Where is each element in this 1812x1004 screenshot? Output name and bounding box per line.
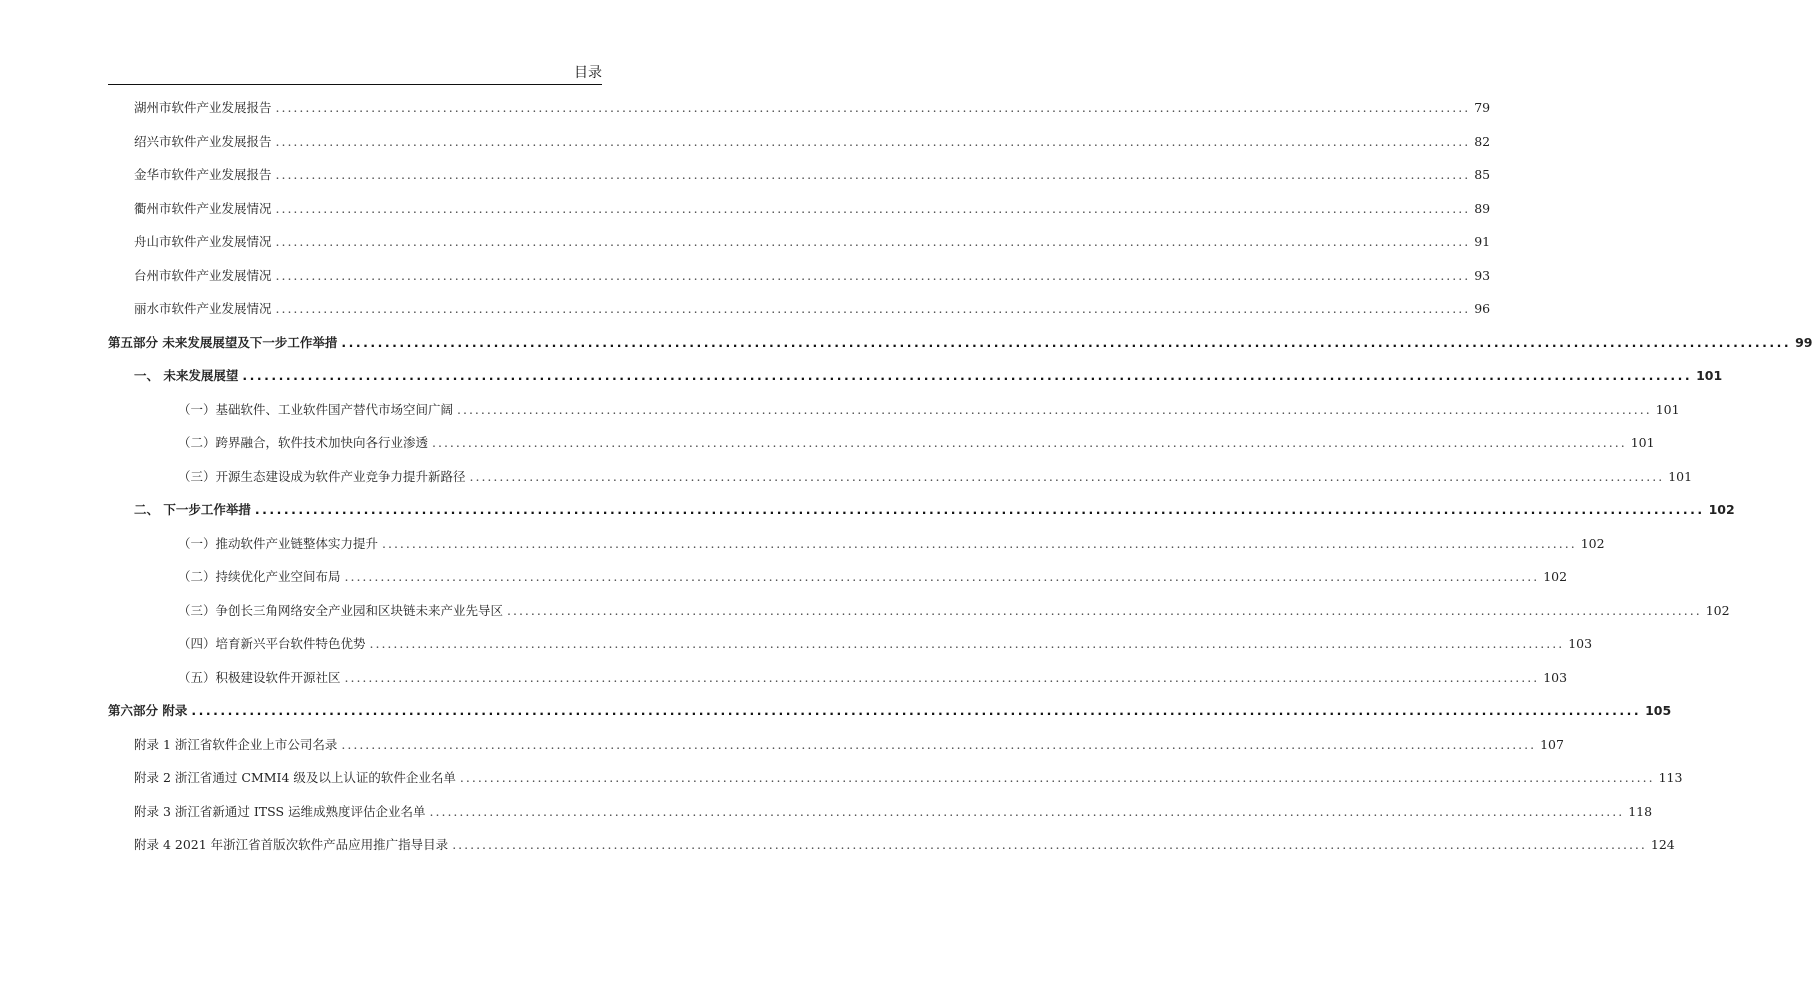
toc-entry[interactable] bbox=[134, 736, 1564, 753]
toc-dot-leader: ........................................................................................................................................................................................................ bbox=[369, 636, 1565, 651]
toc-entry-page-number: 105 bbox=[1645, 703, 1672, 718]
toc-entry-title: 附录 1 浙江省软件企业上市公司名录 bbox=[134, 736, 338, 752]
toc-entry-page-number: 102 bbox=[1705, 602, 1730, 618]
toc-dot-leader: ........................................................................................................................................................................................................ bbox=[507, 602, 1702, 618]
toc-entry-page-number: 113 bbox=[1658, 770, 1683, 785]
toc-entry[interactable] bbox=[178, 468, 1693, 485]
toc-entry-title: （一）推动软件产业链整体实力提升 bbox=[178, 535, 379, 551]
toc-entry-page-number: 103 bbox=[1568, 636, 1593, 651]
toc-entry-page-number: 85 bbox=[1474, 167, 1491, 182]
toc-entry-page-number: 118 bbox=[1628, 803, 1653, 819]
toc-entry[interactable] bbox=[134, 234, 1491, 250]
toc-entry-title: （一）基础软件、工业软件国产替代市场空间广阔 bbox=[178, 401, 454, 417]
toc-entry-title: 衢州市软件产业发展情况 bbox=[134, 200, 272, 216]
toc-dot-leader: ........................................................................................................................................................................................................ bbox=[429, 803, 1625, 819]
toc-entry-page-number: 102 bbox=[1543, 569, 1568, 584]
toc-dot-leader: ........................................................................................................................................................................................................ bbox=[254, 502, 1705, 517]
toc-entry-title: 绍兴市软件产业发展报告 bbox=[134, 133, 272, 149]
toc-entry[interactable] bbox=[178, 569, 1568, 585]
toc-entry[interactable] bbox=[134, 502, 1735, 518]
toc-entry[interactable] bbox=[108, 703, 1672, 719]
toc-entry-page-number: 96 bbox=[1474, 301, 1491, 316]
toc-entry-page-number: 101 bbox=[1668, 468, 1693, 484]
toc-entry-page-number: 107 bbox=[1540, 736, 1564, 752]
toc-entry-title: 湖州市软件产业发展报告 bbox=[134, 100, 272, 115]
toc-entry-page-number: 79 bbox=[1474, 100, 1491, 115]
toc-entry[interactable] bbox=[178, 401, 1680, 418]
toc-entry-title: （三）开源生态建设成为软件产业竞争力提升新路径 bbox=[178, 468, 466, 484]
toc-entry[interactable] bbox=[134, 133, 1491, 150]
toc-entry-title: 附录 2 浙江省通过 CMMI4 级及以上认证的软件企业名单 bbox=[134, 770, 456, 785]
toc-entry[interactable] bbox=[134, 200, 1491, 217]
toc-entry[interactable] bbox=[134, 837, 1675, 853]
toc-entry-page-number: 124 bbox=[1650, 837, 1675, 852]
toc-entry-title: （三）争创长三角网络安全产业园和区块链未来产业先导区 bbox=[178, 602, 504, 618]
toc-entry-page-number: 91 bbox=[1474, 234, 1491, 249]
toc-entry[interactable] bbox=[134, 368, 1723, 384]
toc-entry-page-number: 101 bbox=[1696, 368, 1723, 383]
toc-entry-title: 附录 3 浙江省新通过 ITSS 运维成熟度评估企业名单 bbox=[134, 803, 426, 819]
toc-dot-leader: ........................................................................................................................................................................................................ bbox=[275, 100, 1471, 115]
toc-entry-title: （五）积极建设软件开源社区 bbox=[178, 669, 341, 685]
toc-entry-page-number: 102 bbox=[1580, 535, 1605, 551]
toc-entry[interactable] bbox=[178, 535, 1605, 552]
toc-dot-leader: ........................................................................................................................................................................................................ bbox=[459, 770, 1655, 785]
toc-entry[interactable] bbox=[134, 803, 1653, 820]
toc-entry[interactable] bbox=[134, 267, 1491, 284]
toc-entry[interactable] bbox=[134, 301, 1491, 317]
toc-dot-leader: ........................................................................................................................................................................................................ bbox=[275, 301, 1471, 316]
toc-entry-page-number: 103 bbox=[1543, 669, 1568, 685]
toc-entry-title: 附录 4 2021 年浙江省首版次软件产品应用推广指导目录 bbox=[134, 837, 449, 852]
toc-dot-leader: ........................................................................................................................................................................................................ bbox=[275, 200, 1471, 216]
toc-entry-title: （二）持续优化产业空间布局 bbox=[178, 569, 341, 584]
toc-entry[interactable] bbox=[178, 636, 1593, 652]
toc-dot-leader: ........................................................................................................................................................................................................ bbox=[344, 569, 1540, 584]
toc-entry-title: 一、 未来发展展望 bbox=[134, 368, 239, 383]
toc-entry[interactable] bbox=[134, 100, 1491, 116]
toc-entry-title: （四）培育新兴平台软件特色优势 bbox=[178, 636, 366, 651]
toc-entry-title: （二）跨界融合，软件技术加快向各行业渗透 bbox=[178, 435, 429, 450]
toc-dot-leader: ........................................................................................................................................................................................................ bbox=[242, 368, 1693, 383]
toc-dot-leader: ........................................................................................................................................................................................................ bbox=[275, 234, 1471, 249]
toc-entry-page-number: 82 bbox=[1474, 133, 1491, 149]
toc-entry-page-number: 101 bbox=[1655, 401, 1680, 417]
toc-entry[interactable] bbox=[108, 334, 1812, 351]
toc-dot-leader: ........................................................................................................................................................................................................ bbox=[275, 133, 1471, 149]
toc-entry-page-number: 89 bbox=[1474, 200, 1491, 216]
toc-entry-page-number: 102 bbox=[1708, 502, 1735, 517]
toc-entry-page-number: 101 bbox=[1630, 435, 1655, 450]
toc-dot-leader: ........................................................................................................................................................................................................ bbox=[382, 535, 1577, 551]
toc-dot-leader: ........................................................................................................................................................................................................ bbox=[432, 435, 1627, 450]
toc-entry[interactable] bbox=[134, 770, 1683, 786]
toc-entry-title: 二、 下一步工作举措 bbox=[134, 502, 251, 517]
toc-dot-leader: ........................................................................................................................................................................................................ bbox=[191, 703, 1642, 718]
toc-dot-leader: ........................................................................................................................................................................................................ bbox=[275, 267, 1471, 283]
toc-entry-title: 第六部分 附录 bbox=[108, 703, 188, 718]
toc-dot-leader: ........................................................................................................................................................................................................ bbox=[452, 837, 1647, 852]
toc-dot-leader: ........................................................................................................................................................................................................ bbox=[469, 468, 1665, 484]
toc-dot-leader: ........................................................................................................................................................................................................ bbox=[275, 167, 1471, 182]
toc-entry[interactable] bbox=[134, 167, 1491, 183]
toc-entry-title: 第五部分 未来发展展望及下一步工作举措 bbox=[108, 334, 338, 350]
toc-entry-title: 舟山市软件产业发展情况 bbox=[134, 234, 272, 249]
toc-entry-title: 金华市软件产业发展报告 bbox=[134, 167, 272, 182]
toc-entry-page-number: 93 bbox=[1474, 267, 1491, 283]
toc-entry-title: 台州市软件产业发展情况 bbox=[134, 267, 272, 283]
toc-dot-leader: ........................................................................................................................................................................................................ bbox=[457, 401, 1652, 417]
toc-dot-leader: ........................................................................................................................................................................................................ bbox=[341, 736, 1537, 752]
toc-entry[interactable] bbox=[178, 602, 1730, 619]
toc-entry[interactable] bbox=[178, 435, 1655, 451]
page-header-title: 目录 bbox=[574, 65, 602, 81]
toc-entry[interactable] bbox=[178, 669, 1568, 686]
toc-dot-leader: ........................................................................................................................................................................................................ bbox=[344, 669, 1540, 685]
toc-dot-leader: ........................................................................................................................................................................................................ bbox=[341, 334, 1792, 350]
toc-entry-page-number: 99 bbox=[1795, 334, 1812, 350]
toc-entry-title: 丽水市软件产业发展情况 bbox=[134, 301, 272, 316]
